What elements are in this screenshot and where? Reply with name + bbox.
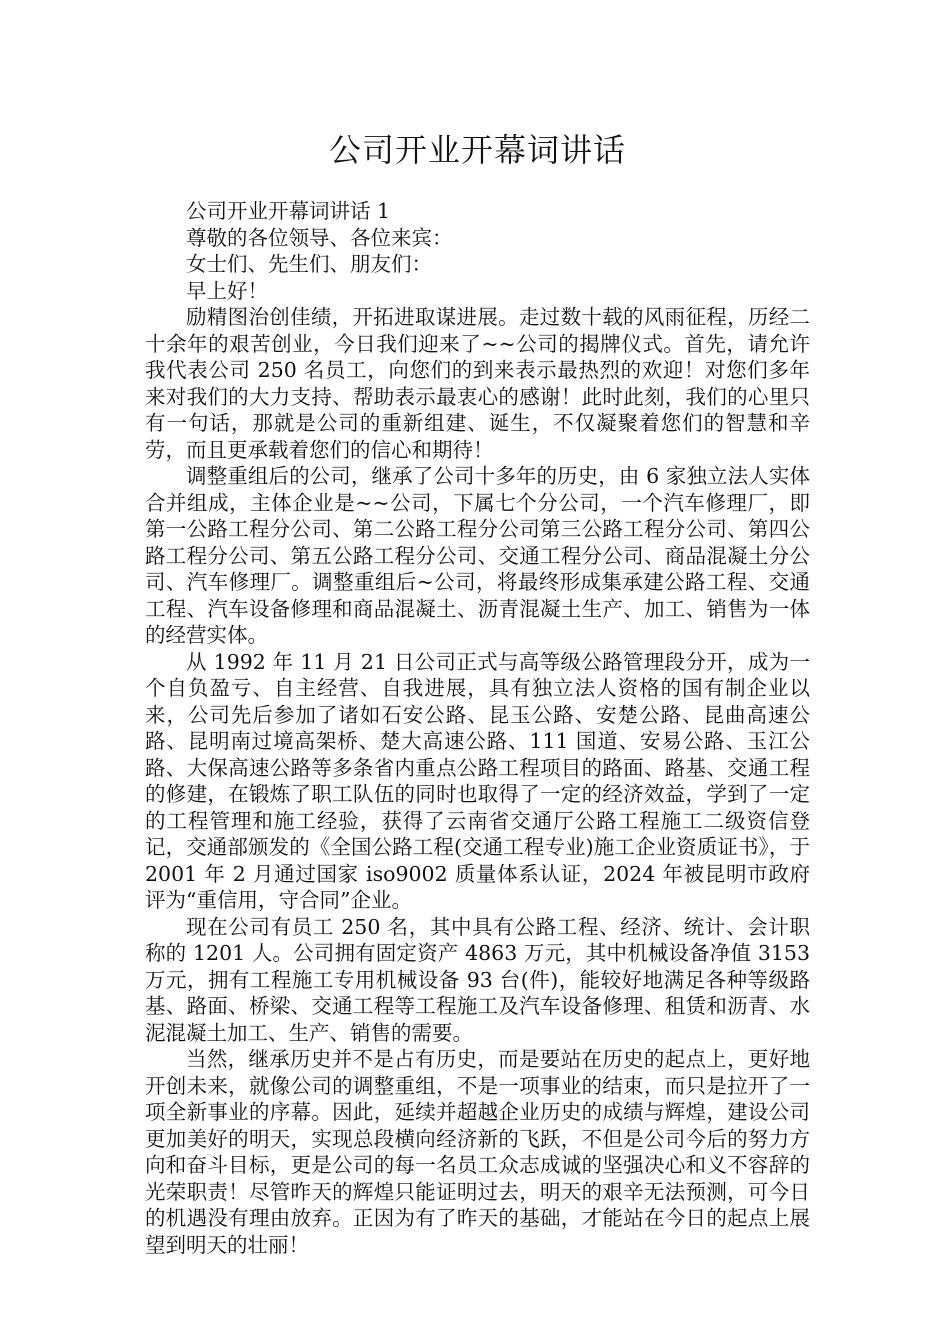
paragraph-future: 当然，继承历史并不是占有历史，而是要站在历史的起点上，更好地开创未来，就像公司的调整重组，不是一项事业的结束，而只是拉开了一项全新事业的序幕。因此，延续并超越企业历史的成绩与辉煌，建设公司更加美好的明天，实现总段横向经济新的飞跃，不但是公司今后的努力方向和奋斗目标，更是公司的每一名员工众志成诚的坚强决心和义不容辞的光荣职责！尽管昨天的辉煌只能证明过去，明天的艰辛无法预测，可今日的机遇没有理由放弃。正因为有了昨天的基础，才能站在今日的起点上展望到明天的壮丽！ [145, 1047, 810, 1257]
paragraph-salutation: 尊敬的各位领导、各位来宾： [186, 225, 453, 250]
paragraph-greeting-audience: 女士们、先生们、朋友们： [186, 252, 432, 276]
paragraph-current-status: 现在公司有员工 250 名，其中具有公路工程、经济、统计、会计职称的 1201 人。公司拥有固定资产 4863 万元，其中机械设备净值 3153 万元，拥有工程施工专用机械设备 93 台(件)，能较好地满足各种等级路基、路面、桥梁、交通工程等工程施工及汽车设备修理、租赁和沥青、水泥混凝土加工、生产、销售的需要。 [145, 914, 810, 1045]
paragraph-heading: 公司开业开幕词讲话 1 [186, 199, 391, 223]
document-body [145, 198, 810, 1258]
paragraph-opening: 励精图治创佳绩，开拓进取谋进展。走过数十载的风雨征程，历经二十余年的艰苦创业，今日我们迎来了~~公司的揭牌仪式。首先，请允许我代表公司 250 名员工，向您们的到来表示最热烈的欢迎！对您们多年来对我们的大力支持、帮助表示最衷心的感谢！此时此刻，我们的心里只有一句话，那就是公司的重新组建、诞生，不仅凝聚着您们的智慧和辛劳，而且更承载着您们的信心和期待！ [145, 305, 810, 462]
paragraph-restructuring: 调整重组后的公司，继承了公司十多年的历史，由 6 家独立法人实体合并组成，主体企业是~~公司，下属七个分公司，一个汽车修理厂，即第一公路工程分公司、第二公路工程分公司第三公路工程分公司、第四公路工程分公司、第五公路工程分公司、交通工程分公司、商品混凝土分公司、汽车修理厂。调整重组后~公司，将最终形成集承建公路工程、交通工程、汽车设备修理和商品混凝土、沥青混凝土生产、加工、销售为一体的经营实体。 [145, 464, 810, 647]
paragraph-good-morning: 早上好！ [186, 278, 268, 303]
document-title: 公司开业开幕词讲话 [328, 131, 626, 169]
document-page [145, 128, 810, 1258]
paragraph-history: 从 1992 年 11 月 21 日公司正式与高等级公路管理段分开，成为一个自负盈亏、自主经营、自我进展，具有独立法人资格的国有制企业以来，公司先后参加了诸如石安公路、昆玉公路、安楚公路、昆曲高速公路、昆明南过境高架桥、楚大高速公路、111 国道、安易公路、玉江公路、大保高速公路等多条省内重点公路工程项目的路面、路基、交通工程的修建，在锻炼了职工队伍的同时也取得了一定的经济效益，学到了一定的工程管理和施工经验，获得了云南省交通厅公路工程施工二级资信登记，交通部颁发的《全国公路工程(交通工程专业)施工企业资质证书》，于 2001 年 2 月通过国家 iso9002 质量体系认证，2024 年被昆明市政府评为“重信用，守合同”企业。 [145, 649, 810, 912]
